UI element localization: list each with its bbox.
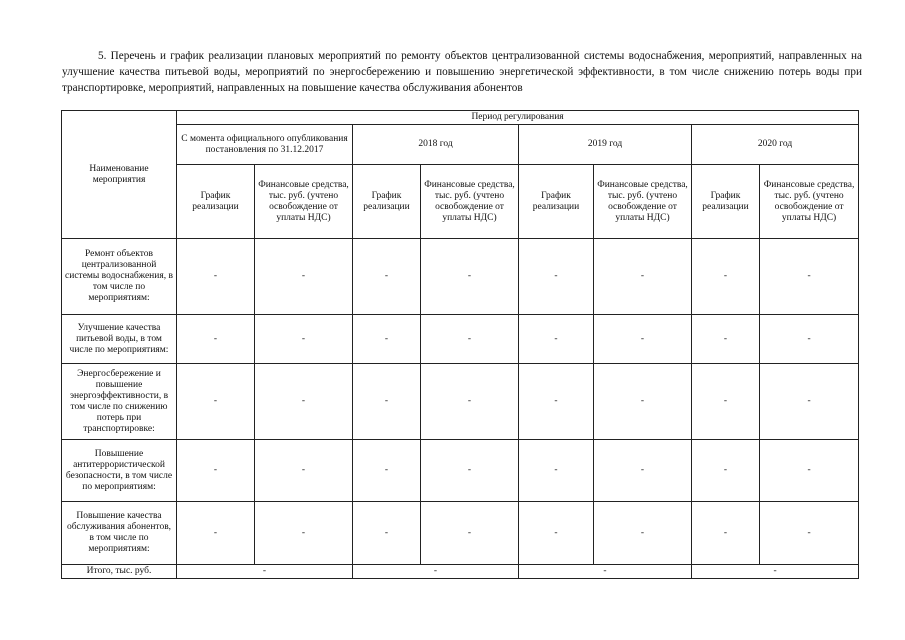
table-cell: - [353,502,421,565]
table-cell: - [255,315,353,364]
table-cell: - [760,239,859,315]
subheader-schedule: График реализации [177,165,255,239]
total-label: Итого, тыс. руб. [62,565,177,579]
table-cell: - [594,440,692,502]
measure-name: Повышение антитеррористической безопасности, в том числе по мероприятиям: [62,440,177,502]
table-cell: - [421,364,519,440]
table-cell: - [760,502,859,565]
subheader-finance: Финансовые средства, тыс. руб. (учтено освобождение от уплаты НДС) [421,165,519,239]
table-cell: - [594,364,692,440]
period-header: С момента официального опубликования постановления по 31.12.2017 [177,125,353,165]
table-row [62,502,859,565]
total-cell: - [353,565,519,579]
table-cell: - [421,239,519,315]
table-cell: - [177,364,255,440]
table-cell: - [519,364,594,440]
table-cell: - [353,440,421,502]
table-cell: - [760,364,859,440]
table-row [62,315,859,364]
table-cell: - [177,502,255,565]
subheader-finance: Финансовые средства, тыс. руб. (учтено освобождение от уплаты НДС) [255,165,353,239]
measure-name: Улучшение качества питьевой воды, в том числе по мероприятиям: [62,315,177,364]
total-cell: - [519,565,692,579]
table-cell: - [692,502,760,565]
subheader-finance: Финансовые средства, тыс. руб. (учтено освобождение от уплаты НДС) [760,165,859,239]
table-cell: - [255,364,353,440]
total-cell: - [177,565,353,579]
subheader-schedule: График реализации [692,165,760,239]
table-cell: - [255,502,353,565]
table-cell: - [255,440,353,502]
table-row [62,239,859,315]
table-cell: - [421,502,519,565]
table-cell: - [760,440,859,502]
period-header: 2019 год [519,125,692,165]
period-header: 2018 год [353,125,519,165]
table-cell: - [594,502,692,565]
table-cell: - [353,315,421,364]
table-cell: - [692,239,760,315]
table-cell: - [519,315,594,364]
table-cell: - [421,315,519,364]
table-cell: - [594,239,692,315]
table-cell: - [255,239,353,315]
table-cell: - [519,502,594,565]
table-cell: - [177,440,255,502]
subheader-schedule: График реализации [519,165,594,239]
table-cell: - [177,315,255,364]
table-cell: - [421,440,519,502]
table-cell: - [760,315,859,364]
total-cell: - [692,565,859,579]
table-cell: - [519,440,594,502]
table-cell: - [353,239,421,315]
subheader-finance: Финансовые средства, тыс. руб. (учтено освобождение от уплаты НДС) [594,165,692,239]
column-header-measure-name: Наименование мероприятия [62,111,177,239]
table-cell: - [519,239,594,315]
table-row [62,440,859,502]
measures-schedule-table [61,110,859,579]
table-cell: - [177,239,255,315]
table-row [62,364,859,440]
section-heading: 5. Перечень и график реализации плановых мероприятий по ремонту объектов централизованной системы водоснабжения, мероприятий, направленных на улучшение качества питьевой воды, мероприятий по энергосбережению и повышению энергетической эффективности, в том числе снижению потерь воды при транспортировке, мероприятий, направленных на повышение качества обслуживания абонентов [62,50,862,94]
table-cell: - [692,364,760,440]
table-cell: - [692,440,760,502]
table-cell: - [692,315,760,364]
total-row [62,565,859,579]
period-header: 2020 год [692,125,859,165]
measure-name: Повышение качества обслуживания абонентов, в том числе по мероприятиям: [62,502,177,565]
table-cell: - [353,364,421,440]
column-header-period: Период регулирования [177,111,859,125]
subheader-schedule: График реализации [353,165,421,239]
table-cell: - [594,315,692,364]
measure-name: Энергосбережение и повышение энергоэффективности, в том числе по снижению потерь при транспортировке: [62,364,177,440]
measure-name: Ремонт объектов централизованной системы водоснабжения, в том числе по мероприятиям: [62,239,177,315]
